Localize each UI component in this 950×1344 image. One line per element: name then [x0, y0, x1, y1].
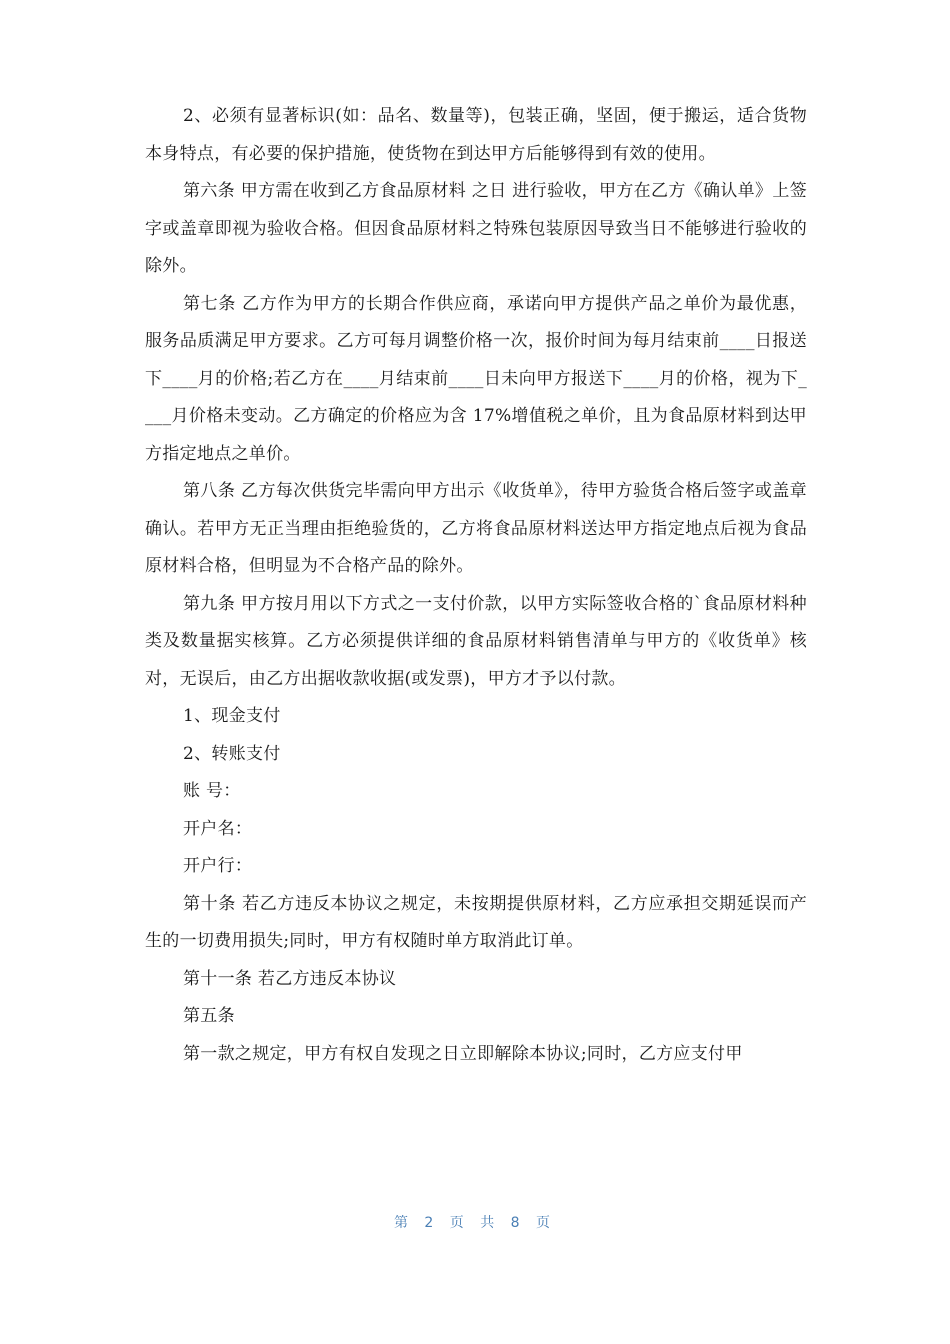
paragraph-article-10: 第十条 若乙方违反本协议之规定，未按期提供原材料，乙方应承担交期延误而产生的一切费用损失;同时，甲方有权随时单方取消此订单。: [145, 893, 807, 951]
paragraph-article-11: 第十一条 若乙方违反本协议: [183, 968, 397, 989]
paragraph-bank: 开户行：: [183, 856, 253, 876]
paragraph-account-name: 开户名：: [183, 818, 253, 839]
paragraph-article-6: 第六条 甲方需在收到乙方食品原材料 之日 进行验收，甲方在乙方《确认单》上签字或盖章即视为验收合格。但因食品原材料之特殊包装原因导致当日不能够进行验收的除外。: [145, 181, 807, 276]
page-number-footer: 第 2 页 共 8 页: [393, 1215, 557, 1231]
paragraph-packaging-requirements: 2、必须有显著标识(如：品名、数量等)，包装正确，坚固，便于搬运，适合货物本身特点，有必要的保护措施，使货物在到达甲方后能够得到有效的使用。: [145, 106, 807, 164]
paragraph-transfer-payment: 2、转账支付: [183, 743, 281, 764]
paragraph-article-8: 第八条 乙方每次供货完毕需向甲方出示《收货单》，待甲方验货合格后签字或盖章确认。若甲方无正当理由拒绝验货的，乙方将食品原材料送达甲方指定地点后视为食品原材料合格，但明显为不合格产品的除外。: [145, 481, 807, 576]
paragraph-article-9: 第九条 甲方按月用以下方式之一支付价款，以甲方实际签收合格的`食品原材料种类及数量据实核算。乙方必须提供详细的食品原材料销售清单与甲方的《收货单》核对，无误后，由乙方出据收款收据(或发票)，甲方才予以付款。: [145, 593, 807, 689]
paragraph-cash-payment: 1、现金支付: [183, 706, 281, 726]
paragraph-first-clause: 第一款之规定，甲方有权自发现之日立即解除本协议;同时，乙方应支付甲: [183, 1043, 743, 1064]
paragraph-article-5-ref: 第五条: [183, 1006, 235, 1026]
document-body: [145, 98, 807, 1073]
paragraph-account-number: 账 号：: [183, 781, 241, 801]
paragraph-article-7: 第七条 乙方作为甲方的长期合作供应商，承诺向甲方提供产品之单价为最优惠，服务品质满足甲方要求。乙方可每月调整价格一次，报价时间为每月结束前____日报送下____月的价格;若乙方在____月结束前____日未向甲方报送下____月的价格，视为下____月价格未变动。乙方确定的价格应为含 17%增值税之单价，且为食品原材料到达甲方指定地点之单价。: [145, 293, 807, 464]
